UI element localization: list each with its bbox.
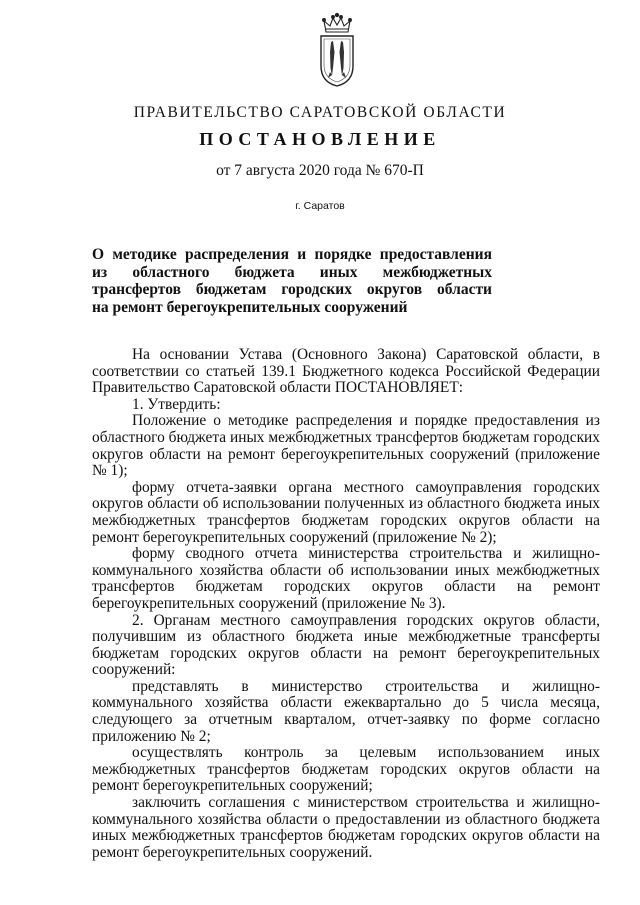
title-line: трансфертов бюджетам городских округов области [92,281,492,298]
paragraph-appendix-3: форму сводного отчета министерства строительства и жилищно-коммунального хозяйства области об использовании иных межбюджетных трансфертов бюджетам городских округов области на ремонт берегоукрепительных сооружений (приложение № 3). [92,545,600,612]
paragraph-appendix-2: форму отчета-заявки органа местного самоуправления городских округов области об использовании полученных из областного бюджета иных межбюджетных трансфертов бюджетам городских округов области на ремонт берегоукрепительных сооружений (приложение № 2); [92,478,600,546]
title-line: на ремонт берегоукрепительных сооружений [92,298,408,316]
government-name: ПРАВИТЕЛЬСТВО САРАТОВСКОЙ ОБЛАСТИ [133,104,507,121]
decree-body [92,347,600,861]
paragraph-item-2: 2. Органам местного самоуправления городских округов области, получившим из областного бюджета иные межбюджетные трансферты бюджетам городских округов области на ремонт берегоукрепительных сооружений: [92,611,600,679]
saratov-coat-of-arms-icon [316,12,358,88]
paragraph-control: осуществлять контроль за целевым использованием иных межбюджетных трансфертов бюджетам городских округов области на ремонт берегоукрепительных сооружений; [92,744,600,795]
paragraph-agreement: заключить соглашения с министерством строительства и жилищно-коммунального хозяйства области о предоставлении из областного бюджета иных межбюджетных трансфертов бюджетам городских округов области на ремонт берегоукрепительных сооружений. [92,794,600,861]
paragraph-item-1: 1. Утвердить: [132,395,221,413]
city: г. Саратов [295,200,345,212]
paragraph-appendix-1: Положение о методике распределения и порядке предоставления из областного бюджета иных межбюджетных трансфертов бюджетам городских округов области на ремонт берегоукрепительных сооружений (приложение № 1); [92,412,600,480]
title-line: О методике распределения и порядке предоставления [92,246,492,263]
paragraph-report: представлять в министерство строительства и жилищно-коммунального хозяйства области ежеквартально до 5 числа месяца, следующего за отчетным кварталом, отчет-заявку по форме согласно приложению № 2; [92,677,600,745]
decree-date-number: от 7 августа 2020 года № 670-П [216,162,424,179]
decree-title [92,246,492,316]
paragraph-preamble: На основании Устава (Основного Закона) Саратовской области, в соответствии со статьей 139.1 Бюджетного кодекса Российской Федерации Правительство Саратовской области ПОСТАНОВЛЯЕТ: [92,346,600,397]
title-line: из областного бюджета иных межбюджетных [92,263,492,281]
document-type: ПОСТАНОВЛЕНИЕ [199,129,441,149]
